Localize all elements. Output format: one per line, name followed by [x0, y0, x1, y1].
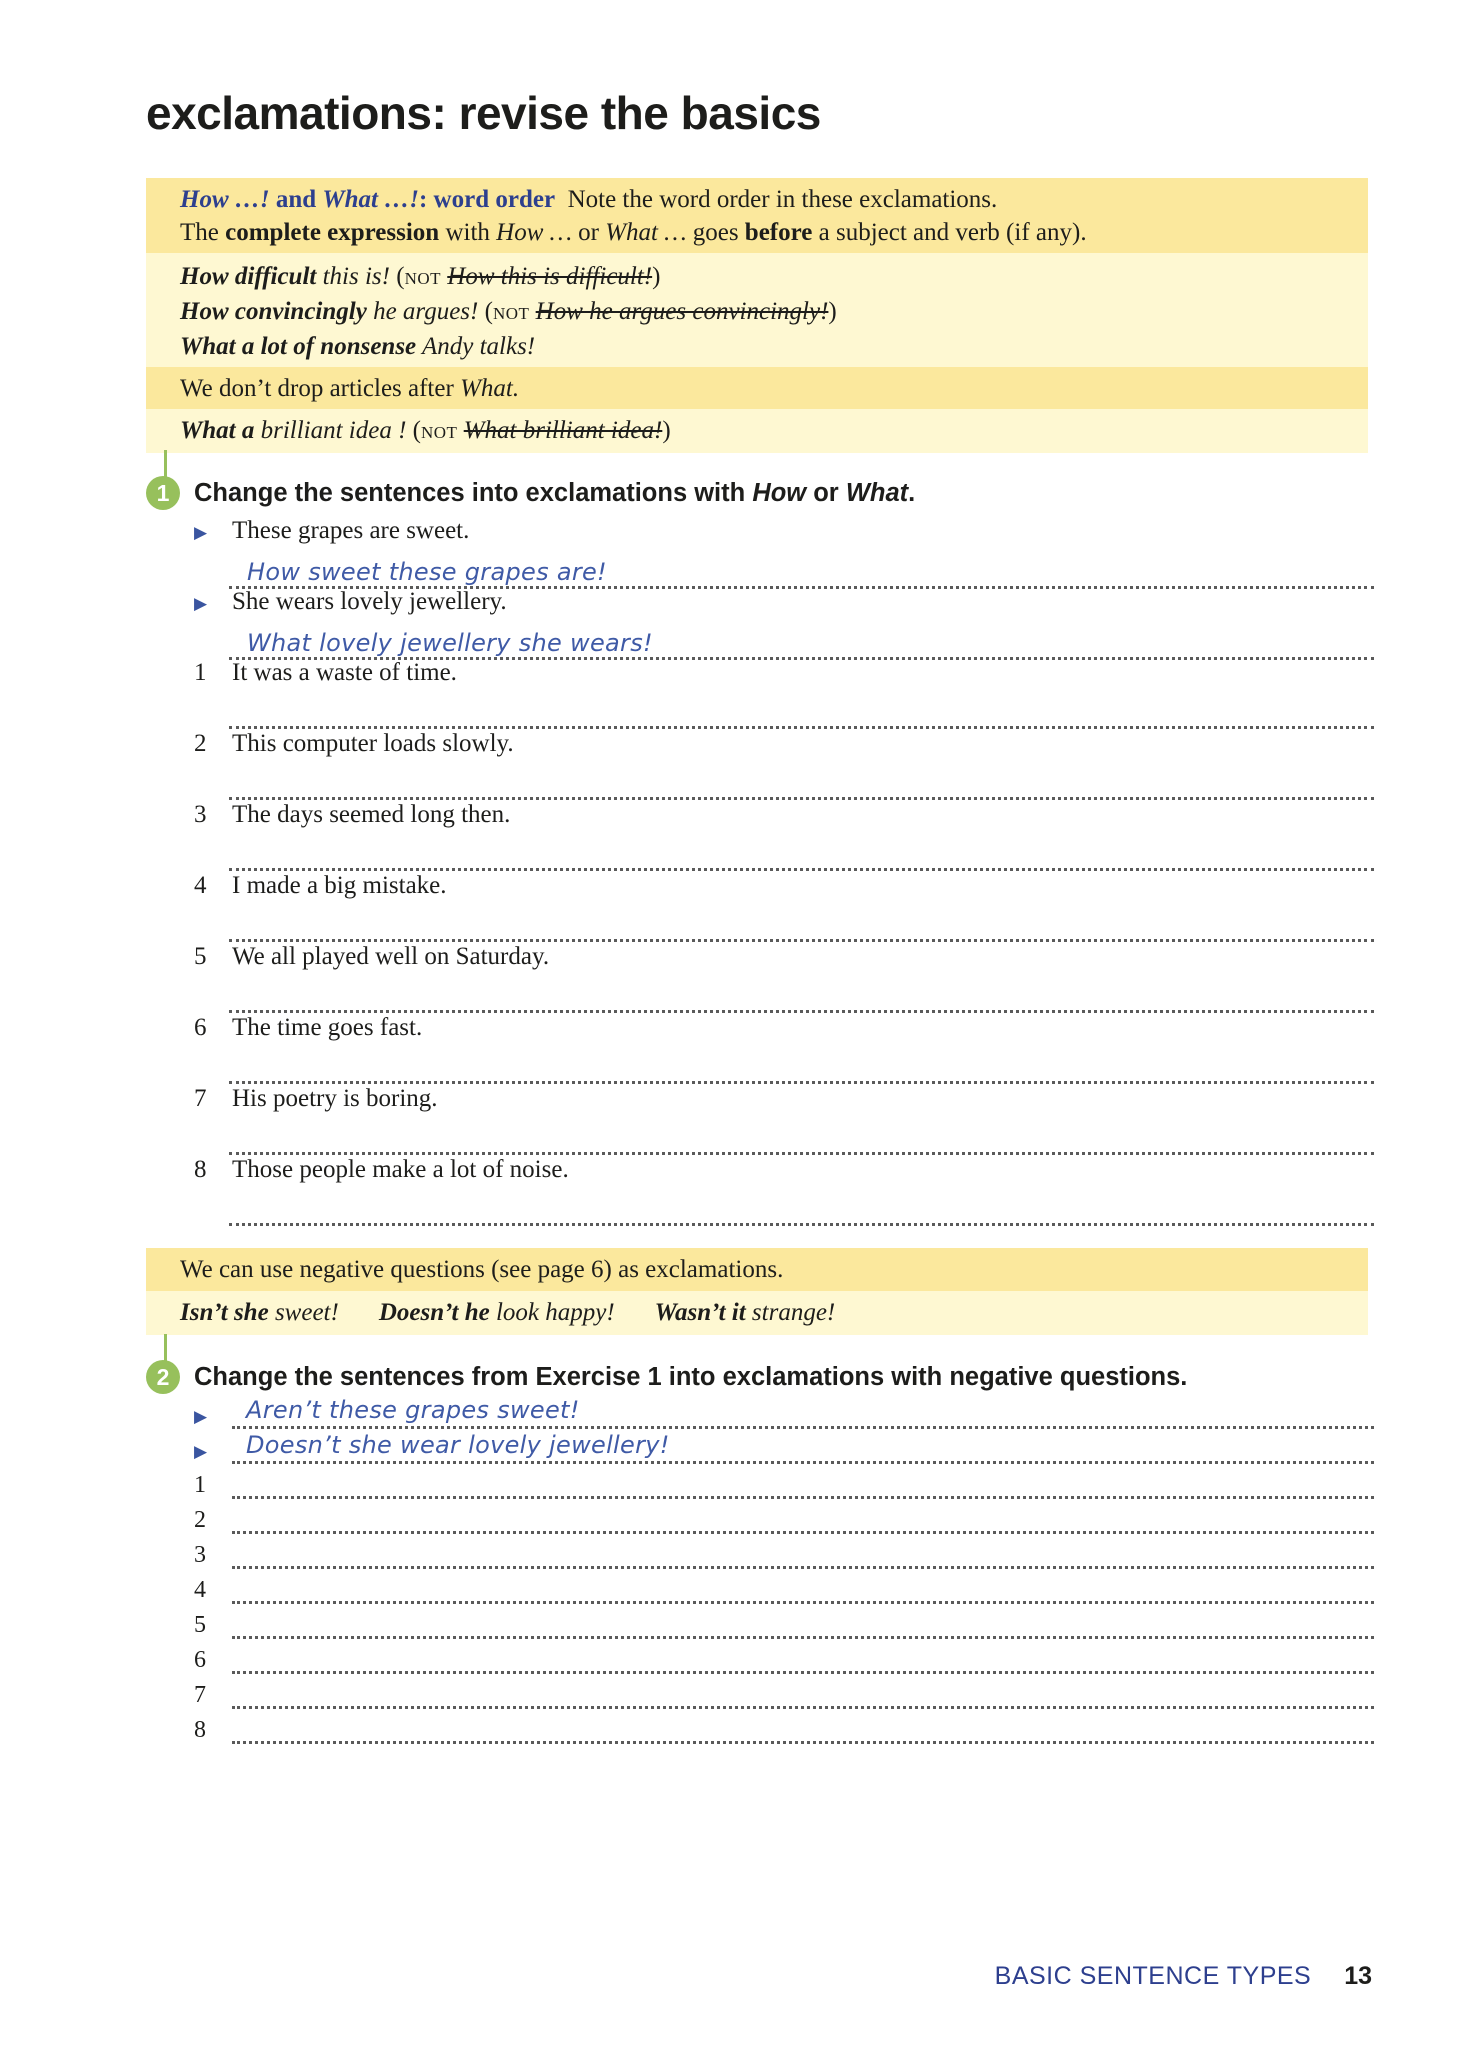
answer-line[interactable]	[229, 759, 1374, 800]
page-footer	[995, 1962, 1372, 1991]
play-arrow-icon: ▶	[194, 1407, 208, 1426]
answer-line[interactable]	[232, 1676, 1374, 1709]
rule-band	[146, 178, 1368, 253]
word-order-box	[146, 178, 1368, 453]
exercise-2-badge: 2	[146, 1360, 180, 1394]
exercise-1-example-2: ▶ She wears lovely jewellery. What lovely jewellery she wears!	[194, 587, 1374, 660]
example-3: What a lot of nonsense Andy talks!	[180, 333, 536, 360]
play-arrow-icon: ▶	[194, 523, 208, 542]
exercise-2-item: 3	[194, 1535, 1374, 1569]
answer-line[interactable]	[229, 1114, 1374, 1155]
answer-line[interactable]	[232, 1641, 1374, 1674]
exercise-1-title: Change the sentences into exclamations with How or What.	[194, 478, 916, 507]
exercise-2-item: 1	[194, 1465, 1374, 1499]
answer-line[interactable]	[229, 1185, 1374, 1226]
negative-note-band: We can use negative questions (see page 6) as exclamations.	[146, 1248, 1368, 1291]
exercise-2-heading	[146, 1360, 1187, 1394]
exercise-1-item: 8 Those people make a lot of noise.	[194, 1155, 1374, 1226]
exercise-1-item: 6 The time goes fast.	[194, 1013, 1374, 1084]
negative-questions-box	[146, 1248, 1368, 1335]
example-1: How difficult this is! (NOT How this is difficult!)	[180, 263, 661, 290]
negative-examples-band: Isn’t she sweet! Doesn’t he look happy! Wasn’t it strange!	[146, 1291, 1368, 1335]
answer-line[interactable]	[232, 1501, 1374, 1534]
handwritten-answer: How sweet these grapes are!	[247, 558, 607, 586]
play-arrow-icon: ▶	[194, 1442, 208, 1461]
exercise-1-item: 3 The days seemed long then.	[194, 800, 1374, 871]
exercise-1-item: 5 We all played well on Saturday.	[194, 942, 1374, 1013]
exercise-2-item: 7	[194, 1675, 1374, 1709]
exercise-1-badge: 1	[146, 476, 180, 510]
exercise-2-title: Change the sentences from Exercise 1 into exclamations with negative questions.	[194, 1362, 1188, 1391]
answer-line[interactable]	[232, 1536, 1374, 1569]
answer-line[interactable]	[232, 1711, 1374, 1744]
exercise-2-item: 6	[194, 1640, 1374, 1674]
rule-line-1: How …! and What …!: word order Note the word order in these exclamations.	[180, 186, 998, 213]
answer-line[interactable]	[232, 1571, 1374, 1604]
example-2: How convincingly he argues! (NOT How he argues convincingly!)	[180, 298, 837, 325]
rule-line-2: The complete expression with How … or What … goes before a subject and verb (if any).	[180, 219, 1087, 246]
answer-line[interactable]	[232, 1466, 1374, 1499]
exercise-2-item: 8	[194, 1710, 1374, 1744]
answer-line[interactable]	[232, 1431, 1374, 1464]
exercise-1-item: 7 His poetry is boring.	[194, 1084, 1374, 1155]
page-title: exclamations: revise the basics	[146, 87, 821, 139]
exercise-1-item: 2 This computer loads slowly.	[194, 729, 1374, 800]
section-label: BASIC SENTENCE TYPES	[994, 1962, 1312, 1990]
handwritten-answer: Doesn’t she wear lovely jewellery!	[246, 1431, 670, 1459]
answer-line[interactable]	[229, 548, 1374, 589]
answer-line[interactable]	[229, 972, 1374, 1013]
exercise-1-item: 1 It was a waste of time.	[194, 658, 1374, 729]
exercise-1-item: 4 I made a big mistake.	[194, 871, 1374, 942]
answer-line[interactable]	[229, 619, 1374, 660]
answer-line[interactable]	[232, 1396, 1374, 1429]
answer-line[interactable]	[229, 688, 1374, 729]
article-note-band: We don’t drop articles after What.	[146, 367, 1368, 409]
answer-line[interactable]	[232, 1606, 1374, 1639]
exercise-2-item: 4	[194, 1570, 1374, 1604]
handwritten-answer: Aren’t these grapes sweet!	[246, 1396, 580, 1424]
examples-band	[146, 253, 1368, 367]
answer-line[interactable]	[229, 901, 1374, 942]
exercise-1-heading	[146, 476, 915, 510]
exercise-2-item: 5	[194, 1605, 1374, 1639]
answer-line[interactable]	[229, 1043, 1374, 1084]
exercise-1-example-1: ▶ These grapes are sweet. How sweet these grapes are!	[194, 516, 1374, 589]
exercise-2-item: 2	[194, 1500, 1374, 1534]
exercise-2-example-1	[194, 1395, 1374, 1429]
play-arrow-icon: ▶	[194, 594, 208, 613]
handwritten-answer: What lovely jewellery she wears!	[247, 629, 653, 657]
answer-line[interactable]	[229, 830, 1374, 871]
exercise-2-example-2	[194, 1430, 1374, 1464]
article-example-band: What a brilliant idea ! (NOT What brilliant idea!)	[146, 409, 1368, 453]
page-number: 13	[1344, 1962, 1372, 1990]
